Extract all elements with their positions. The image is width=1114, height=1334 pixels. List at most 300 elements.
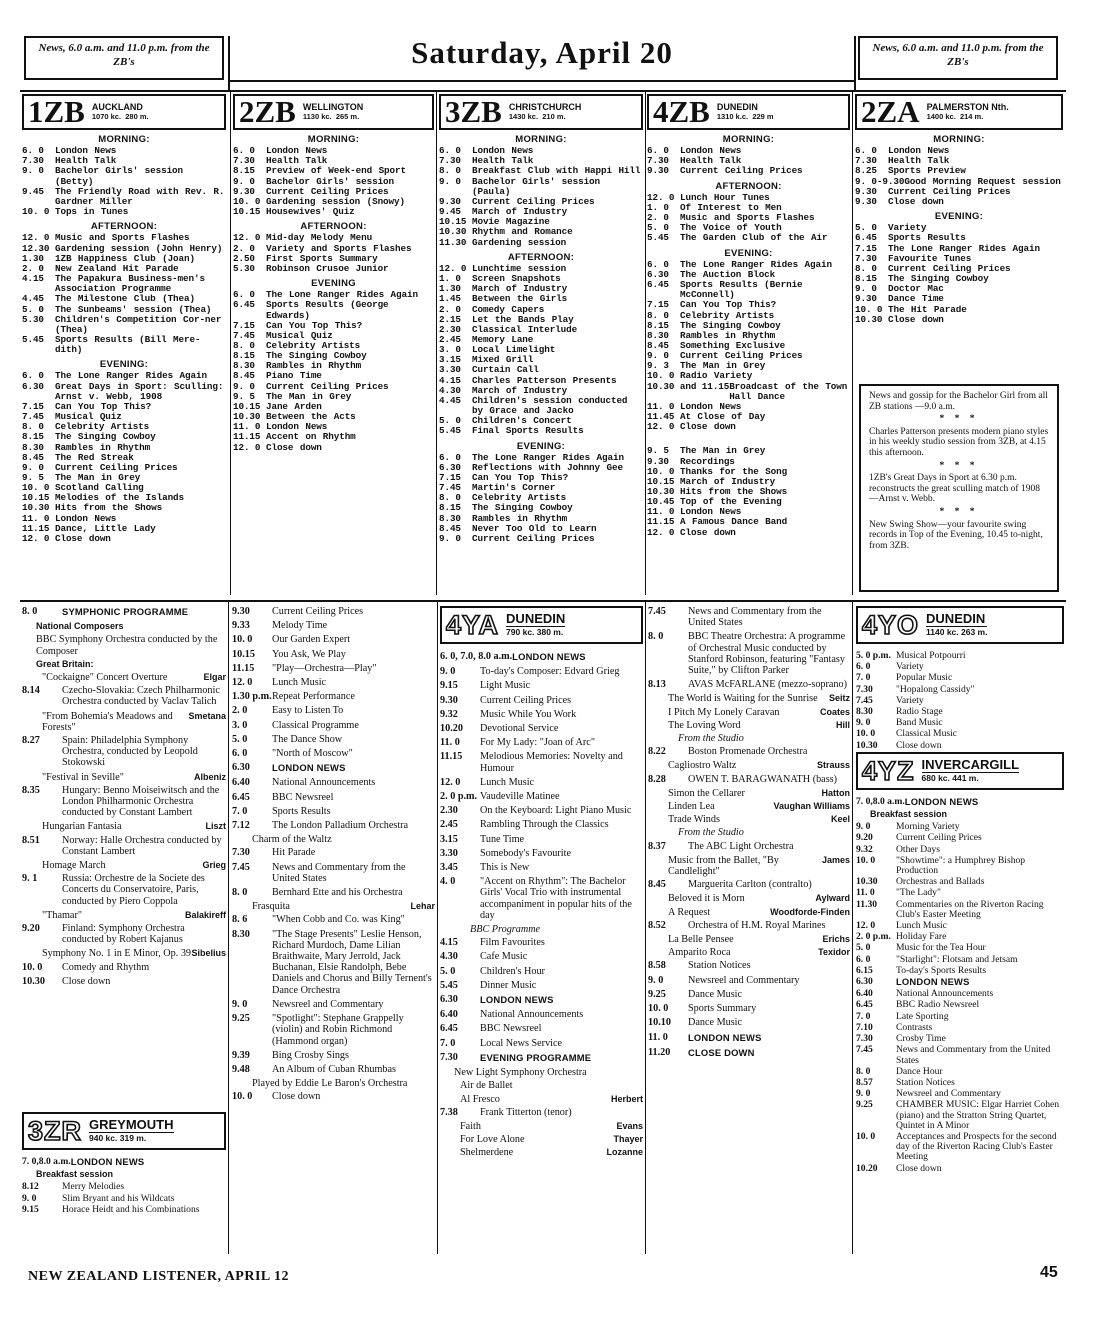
entry-time: 8.52	[648, 919, 666, 931]
column-rule	[645, 92, 646, 595]
entry-title: Scotland Calling	[55, 482, 144, 494]
entry-time: 5.45	[22, 333, 44, 345]
entry-time: 2.30	[439, 323, 461, 335]
schedule-entry	[233, 432, 434, 442]
entry-time: 9. 0	[22, 165, 44, 177]
entry-title: Close down	[62, 975, 111, 987]
entry-title: Other Days	[896, 843, 940, 855]
note-item: 1ZB's Great Days in Sport at 6.30 p.m. reconstructs the great sculling match of 1908—Arnst v. Webb.	[869, 473, 1040, 505]
programme-entry	[232, 792, 435, 803]
entry-title: Bernhard Ette and his Orchestra	[272, 887, 403, 899]
entry-time: 8. 0	[22, 421, 44, 433]
entry-time: 3. 0	[232, 719, 248, 731]
entry-title: Hit Parade	[272, 847, 316, 859]
entry-time: 7.15	[855, 242, 877, 254]
work-composer: Lehar	[410, 901, 435, 912]
entry-title: Commentaries on the Riverton Racing Club's Easter Meeting	[896, 898, 1044, 920]
entry-time: 10.15	[233, 400, 261, 412]
column-rule	[852, 92, 853, 595]
entry-title-bold: LONDON NEWS	[70, 1156, 145, 1167]
programme-entry	[856, 1034, 1064, 1044]
entry-time: 10.30	[647, 486, 675, 497]
entry-title: Current Ceiling Prices	[888, 262, 1011, 274]
station-logo: 4YA	[446, 609, 500, 640]
programme-entry	[232, 677, 435, 688]
schedule-entry	[647, 382, 850, 402]
section-heading: EVENING:	[516, 440, 566, 452]
entry-time: 2. 0	[233, 242, 255, 254]
station-kc: 1400 kc.	[926, 112, 956, 121]
entry-time: 11. 0	[440, 737, 460, 749]
entry-time: 9. 0	[440, 666, 456, 678]
entry-time: 11.20	[648, 1046, 671, 1058]
entry-title: Orchestras and Ballads	[896, 876, 985, 888]
entry-time: 5. 0	[22, 303, 44, 315]
entry-time: 2.50	[233, 252, 255, 264]
programme-entry	[440, 876, 643, 921]
station-logo: 4YZ	[862, 755, 915, 786]
programme-entry	[440, 751, 643, 773]
schedule-entry	[855, 294, 1063, 304]
entry-time: 3.15	[439, 354, 461, 366]
entry-title: CHAMBER MUSIC: Elgar Harriet Cohen (piano) and the Stratton String Quartet, Quintet in A Minor	[896, 1099, 1060, 1131]
entry-title: Children's session conducted by Grace and Jacko	[472, 394, 628, 417]
schedule-entry	[439, 294, 643, 304]
entry-title: Newsreel and Commentary	[272, 998, 384, 1010]
entry-time: 7.38	[440, 1106, 458, 1118]
entry-time: 9. 5	[22, 472, 44, 483]
entry-time: 12. 0	[233, 232, 261, 244]
entry-title: Music and Sports Flashes	[55, 232, 190, 244]
entry-time: 9.20	[856, 832, 873, 844]
entry-title: Devotional Service	[480, 723, 559, 735]
entry-time: 2.45	[440, 819, 458, 831]
work-composer: Grieg	[202, 860, 226, 871]
entry-title: Health Talk	[888, 155, 950, 167]
programme-entry	[648, 606, 850, 628]
programme-entry	[440, 1038, 643, 1049]
programme-entry	[440, 695, 643, 706]
entry-time: 7.30	[232, 847, 250, 859]
entry-time: 9. 0	[22, 1192, 37, 1204]
entry-time: 8.30	[233, 360, 255, 372]
entry-time: 7.45	[233, 329, 255, 341]
entry-title: Tops in Tunes	[55, 206, 129, 218]
programme-entry	[856, 921, 1064, 931]
entry-time: 5. 0	[440, 965, 456, 977]
entry-title: March of Industry	[472, 283, 568, 295]
entry-title: At Close of Day	[680, 411, 766, 423]
entry-title: Classical Music	[896, 728, 958, 740]
station-wavelength: 214 m.	[959, 112, 984, 121]
programme-entry	[440, 666, 643, 677]
entry-time: 5.45	[439, 425, 461, 437]
entry-title: Station Notices	[896, 1076, 955, 1088]
schedule-entry	[22, 187, 226, 207]
entry-title: Lunch Hour Tunes	[680, 191, 770, 203]
entry-time: 6. 0	[233, 145, 255, 157]
entry-title: Music and Sports Flashes	[680, 212, 815, 224]
programme-entry	[232, 1064, 435, 1075]
entry-title: Musical Quiz	[55, 411, 122, 423]
station-city: WELLINGTON	[302, 102, 364, 112]
work-title: Air de Ballet	[460, 1080, 513, 1092]
entry-time: 8.45	[648, 879, 666, 891]
entry-time: 9. 0	[648, 974, 664, 986]
entry-title: Music for the Tea Hour	[896, 942, 986, 954]
schedule-entry	[647, 233, 850, 243]
entry-time: 1.30	[22, 252, 44, 264]
entry-title: Current Ceiling Prices	[472, 532, 595, 544]
note-separator: * * *	[939, 506, 979, 517]
entry-title: Rambles in Rhythm	[55, 441, 151, 453]
entry-title: Something Exclusive	[680, 339, 786, 351]
programme-entry	[856, 943, 1064, 953]
entry-time: 9. 0-9.30	[855, 175, 905, 187]
entry-time: 10.15	[647, 475, 675, 487]
schedule-entry	[439, 426, 643, 436]
entry-time: 7. 0,8.0 a.m.	[22, 1156, 71, 1167]
entry-time: 5. 0	[855, 222, 877, 234]
entry-time: 9.30	[647, 455, 669, 467]
entry-title: Contrasts	[896, 1021, 933, 1033]
programme-entry	[232, 620, 435, 631]
entry-title: Vaudeville Matinee	[480, 791, 560, 803]
section-heading: EVENING	[311, 278, 356, 290]
entry-title: The ABC Light Orchestra	[688, 840, 794, 852]
entry-title: Hits from the Shows	[680, 486, 788, 497]
programme-entry	[440, 980, 643, 991]
work-composer: Liszt	[205, 821, 226, 832]
programme-entry	[440, 1023, 643, 1034]
entry-time: 12. 0	[22, 532, 50, 544]
entry-time: 8.51	[22, 834, 40, 846]
entry-title: The Red Streak	[55, 451, 134, 463]
work-line	[232, 1078, 435, 1089]
programme-entry	[648, 960, 850, 971]
entry-time: 8. 0	[855, 262, 877, 274]
section-heading: EVENING:	[99, 359, 149, 371]
programme-entry	[856, 1132, 1064, 1163]
programme-entry	[22, 1157, 226, 1168]
entry-time: 9. 0	[856, 821, 871, 833]
entry-title: The Man in Grey	[680, 445, 766, 457]
entry-time: 7.15	[647, 299, 669, 311]
schedule-entry	[233, 392, 434, 402]
programme-entry	[856, 696, 1064, 706]
entry-time: 10.30	[855, 313, 883, 325]
entry-title: "The Stage Presents" Leslie Henson, Richard Murdoch, Dame Lilian Braithwaite, Mary Jerrold, Jack Buchanan, Elsie Randolph, Bebe Daniels and Chorus and Billy Ternent's Dance Orchestra	[272, 928, 432, 996]
page-number: 45	[1040, 1264, 1058, 1281]
station-frequency	[927, 112, 1009, 122]
entry-title-bold: LONDON NEWS	[272, 762, 346, 774]
work-composer: Evans	[616, 1120, 643, 1131]
entry-time: 5.45	[440, 979, 458, 991]
section-heading: AFTERNOON:	[90, 221, 158, 233]
entry-time: 10. 0	[648, 1003, 669, 1015]
programme-entry	[648, 631, 850, 676]
entry-title: Close down	[896, 1162, 942, 1174]
lower-column-d	[648, 606, 850, 1256]
work-composer: Coates	[819, 706, 850, 717]
entry-time: 10. 0	[855, 303, 883, 315]
programme-entry	[856, 888, 1064, 898]
programme-entry	[856, 822, 1064, 832]
entry-time: 8.15	[855, 273, 877, 285]
work-title: Music from the Ballet, "By Candlelight"	[668, 854, 779, 878]
entry-time: 10.15	[22, 492, 50, 504]
entry-time: 9.45	[439, 206, 461, 218]
note-item: News and gossip for the Bachelor Girl from all ZB stations —9.0 a.m.	[869, 391, 1048, 412]
entry-title: Comedy and Rhythm	[62, 961, 150, 973]
entry-title: Bachelor Girls' session (Paula)	[472, 175, 601, 197]
entry-title: Top of the Evening	[680, 496, 782, 508]
schedule-entry	[855, 197, 1063, 207]
entry-time: 8.45	[22, 451, 44, 463]
work-composer: Hill	[835, 719, 850, 730]
station-frequency: 940 kc. 319 m.	[89, 1133, 147, 1144]
schedule-entry	[22, 335, 226, 355]
entry-time: 7.15	[233, 319, 255, 331]
programme-entry	[856, 718, 1064, 728]
entry-title: Bachelor Girls' session (Betty)	[55, 165, 184, 187]
entry-title: Melodies of the Islands	[55, 492, 185, 504]
entry-time: 4.45	[22, 293, 44, 305]
entry-title: New Zealand Hit Parade	[55, 262, 179, 274]
entry-time: 2.30	[440, 805, 458, 817]
entry-time: 8. 0	[647, 309, 669, 321]
entry-title: Dance Time	[888, 293, 944, 305]
schedule-entry	[855, 187, 1063, 197]
entry-time: 8.27	[22, 735, 40, 747]
entry-title: BBC Newsreel	[272, 791, 334, 803]
entry-time: 9.45	[22, 185, 44, 197]
work-composer: James	[821, 854, 850, 865]
entry-title: Thanks for the Song	[680, 465, 788, 477]
station-city: INVERCARGILL	[921, 757, 1020, 773]
entry-time: 2. 0	[232, 705, 248, 717]
entry-title: London News	[680, 145, 742, 157]
entry-title: Local Limelight	[472, 344, 556, 356]
entry-title: Holiday Fare	[896, 931, 947, 943]
entry-time: 10. 0	[856, 854, 876, 866]
entry-time: 11.15	[233, 431, 261, 443]
news-box-left-text: News, 6.0 a.m. and 11.0 p.m. from the ZB's	[38, 42, 210, 68]
entry-title: National Announcements	[480, 1009, 584, 1021]
programme-entry	[648, 774, 850, 785]
entry-time: 6. 0	[22, 370, 44, 382]
entry-time: 6. 0	[856, 953, 871, 965]
page-title: Saturday, April 20	[411, 35, 673, 70]
entry-title	[480, 1052, 643, 1064]
work-line	[648, 801, 850, 812]
entry-title: BBC Radio Newsreel	[896, 999, 980, 1011]
entry-time: 2. 0	[22, 262, 44, 274]
work-line	[22, 772, 226, 783]
entry-time: 11.15	[232, 662, 255, 674]
entry-title: Close down	[55, 532, 111, 544]
entry-title	[71, 1157, 226, 1168]
station-wavelength: 280 m.	[125, 112, 149, 121]
work-title: Amparito Roca	[668, 947, 731, 959]
programme-entry	[22, 873, 226, 907]
programme-entry	[648, 920, 850, 931]
item-heading	[22, 1169, 226, 1180]
work-composer: Strauss	[816, 760, 850, 771]
entry-title: Dance Music	[688, 1017, 743, 1029]
programme-entry	[232, 1091, 435, 1102]
schedule-entry	[22, 382, 226, 402]
programme-entry	[856, 877, 1064, 887]
schedule-entry	[439, 146, 643, 156]
entry-time: 9.30	[855, 195, 877, 207]
entry-time: 9.30	[232, 606, 250, 617]
entry-title: Piano Time	[266, 370, 322, 382]
station-call-sign: 1ZB	[28, 94, 85, 129]
entry-title: Variety	[896, 661, 924, 673]
entry-title: To-day's Sports Results	[896, 964, 987, 976]
entry-title: Reflections with Johnny Gee	[472, 461, 623, 473]
entry-title-bold: CLOSE DOWN	[688, 1046, 755, 1058]
entry-title: Tune Time	[480, 833, 525, 845]
entry-title: The Man in Grey	[680, 360, 766, 372]
entry-time: 7.30	[855, 252, 877, 264]
programme-entry	[440, 937, 643, 948]
section-heading: MORNING:	[515, 134, 567, 145]
entry-title: Great Days in Sport: Sculling: Arnst v. Webb, 1908	[55, 380, 224, 402]
entry-time: 11. 0	[648, 1031, 668, 1043]
entry-title: London News	[55, 512, 117, 524]
entry-time: 9.30	[647, 165, 669, 177]
entry-title: Rhythm and Romance	[472, 226, 573, 238]
entry-time: 10. 0	[647, 465, 675, 477]
entry-time: 10.20	[856, 1162, 878, 1174]
entry-title: The Singing Cowboy	[266, 350, 367, 362]
entry-time: 9.25	[648, 988, 666, 1000]
entry-time: 9. 0	[855, 283, 877, 295]
work-title: Linden Lea	[668, 801, 715, 813]
entry-time: 9. 1	[22, 873, 38, 885]
entry-time: 2. 0	[647, 212, 669, 224]
entry-title: Dance Hour	[896, 1065, 943, 1077]
entry-title: Sports Preview	[888, 165, 966, 177]
schedule-entry	[855, 284, 1063, 294]
entry-title: The Hit Parade	[888, 303, 967, 315]
entry-time: 9.30	[855, 293, 877, 305]
schedule-entry	[233, 443, 434, 453]
station-frequency: 1140 kc. 263 m.	[926, 627, 988, 638]
item-note: BBC Symphony Orchestra conducted by the Composer	[36, 634, 218, 657]
entry-title: Light Music	[480, 680, 531, 692]
entry-title: Bachelor Girls' session	[266, 175, 395, 187]
work-title: "Thamar"	[42, 909, 82, 921]
entry-time: 12. 0	[22, 232, 50, 244]
entry-time: 10. 0	[647, 370, 675, 382]
entry-title: Sports Results	[888, 232, 966, 244]
entry-title: The Lone Ranger Rides Again	[680, 258, 832, 270]
schedule-entry	[647, 422, 850, 432]
entry-title	[688, 1032, 850, 1044]
entry-time: 8.13	[648, 679, 666, 691]
programme-entry	[440, 1009, 643, 1020]
entry-title: Broadcast of the Town Hall Dance	[729, 380, 848, 402]
programme-entry	[232, 705, 435, 716]
news-box-right	[858, 36, 1058, 80]
programme-entry	[22, 735, 226, 769]
programme-entry	[22, 1205, 226, 1215]
work-line	[648, 814, 850, 825]
entry-title: Health Talk	[472, 155, 534, 167]
entry-title: "Starlight": Flotsam and Jetsam	[896, 953, 1018, 965]
entry-title	[905, 797, 1064, 808]
programme-entry	[856, 662, 1064, 672]
station-4ya	[440, 606, 643, 1256]
programme-entry	[856, 1100, 1064, 1131]
entry-time: 10.30	[22, 975, 45, 987]
entry-title: Can You Top This?	[266, 319, 363, 331]
work-composer: Erichs	[822, 934, 850, 945]
schedule-entry	[439, 238, 643, 248]
entry-title: Hungary: Benno Moiseiwitsch and the London Philharmonic Orchestra conducted by Constant Lambert	[62, 784, 220, 819]
station-4zb	[647, 94, 850, 598]
entry-title: Classical Interlude	[472, 323, 578, 335]
schedule-entry	[233, 361, 434, 371]
entry-title: Melodious Memories: Novelty and Humour	[480, 751, 623, 774]
entry-title: March of Industry	[680, 475, 776, 487]
programme-entry	[232, 748, 435, 759]
entry-time: 10. 0	[856, 1130, 876, 1142]
station-logo-box	[440, 606, 643, 644]
entry-time: 8.28	[648, 773, 666, 785]
work-title: I Pitch My Lonely Caravan	[668, 706, 780, 718]
entry-time: 7.12	[232, 820, 250, 832]
item-heading	[22, 659, 226, 670]
entry-title: Current Ceiling Prices	[266, 185, 389, 197]
entry-time: 5. 0	[856, 942, 871, 954]
column-rule	[437, 602, 438, 1254]
entry-time: 4.15	[440, 937, 458, 949]
note-item: New Swing Show—your favourite swing records in Top of the Evening, 10.45 to-night, from 3ZB.	[869, 519, 1043, 551]
entry-time: 7.30	[855, 155, 877, 167]
station-3zr	[22, 1112, 226, 1257]
section-heading: EVENING:	[934, 211, 984, 223]
entry-time: 7.45	[22, 411, 44, 423]
entry-title: Accent on Rhythm	[266, 431, 356, 443]
schedule-entry	[855, 315, 1063, 325]
schedule-entry	[22, 534, 226, 544]
entry-title: The Lone Ranger Rides Again	[55, 370, 207, 382]
station-frequency	[717, 112, 774, 122]
entry-time: 5.30	[233, 262, 255, 274]
station-logo-box	[856, 606, 1064, 644]
entry-title: Celebrity Artists	[55, 421, 150, 433]
station-title-box	[22, 94, 226, 130]
station-logo: 3ZR	[28, 1115, 83, 1146]
entry-title: Current Ceiling Prices	[266, 380, 389, 392]
entry-time: 6.30	[232, 762, 250, 774]
station-logo: 4YO	[862, 609, 920, 640]
programme-entry	[232, 887, 435, 898]
entry-time: 6.15	[856, 964, 873, 976]
entry-title: Dance, Little Lady	[55, 522, 156, 534]
entry-time: 2. 0 p.m.	[856, 931, 891, 943]
entry-time: 5. 0 p.m.	[856, 650, 891, 661]
work-composer: Lozanne	[606, 1147, 643, 1158]
work-line	[440, 1147, 643, 1158]
entry-title: The Auction Block	[680, 268, 776, 280]
entry-title: Between the Acts	[266, 411, 356, 423]
programme-entry	[440, 951, 643, 962]
